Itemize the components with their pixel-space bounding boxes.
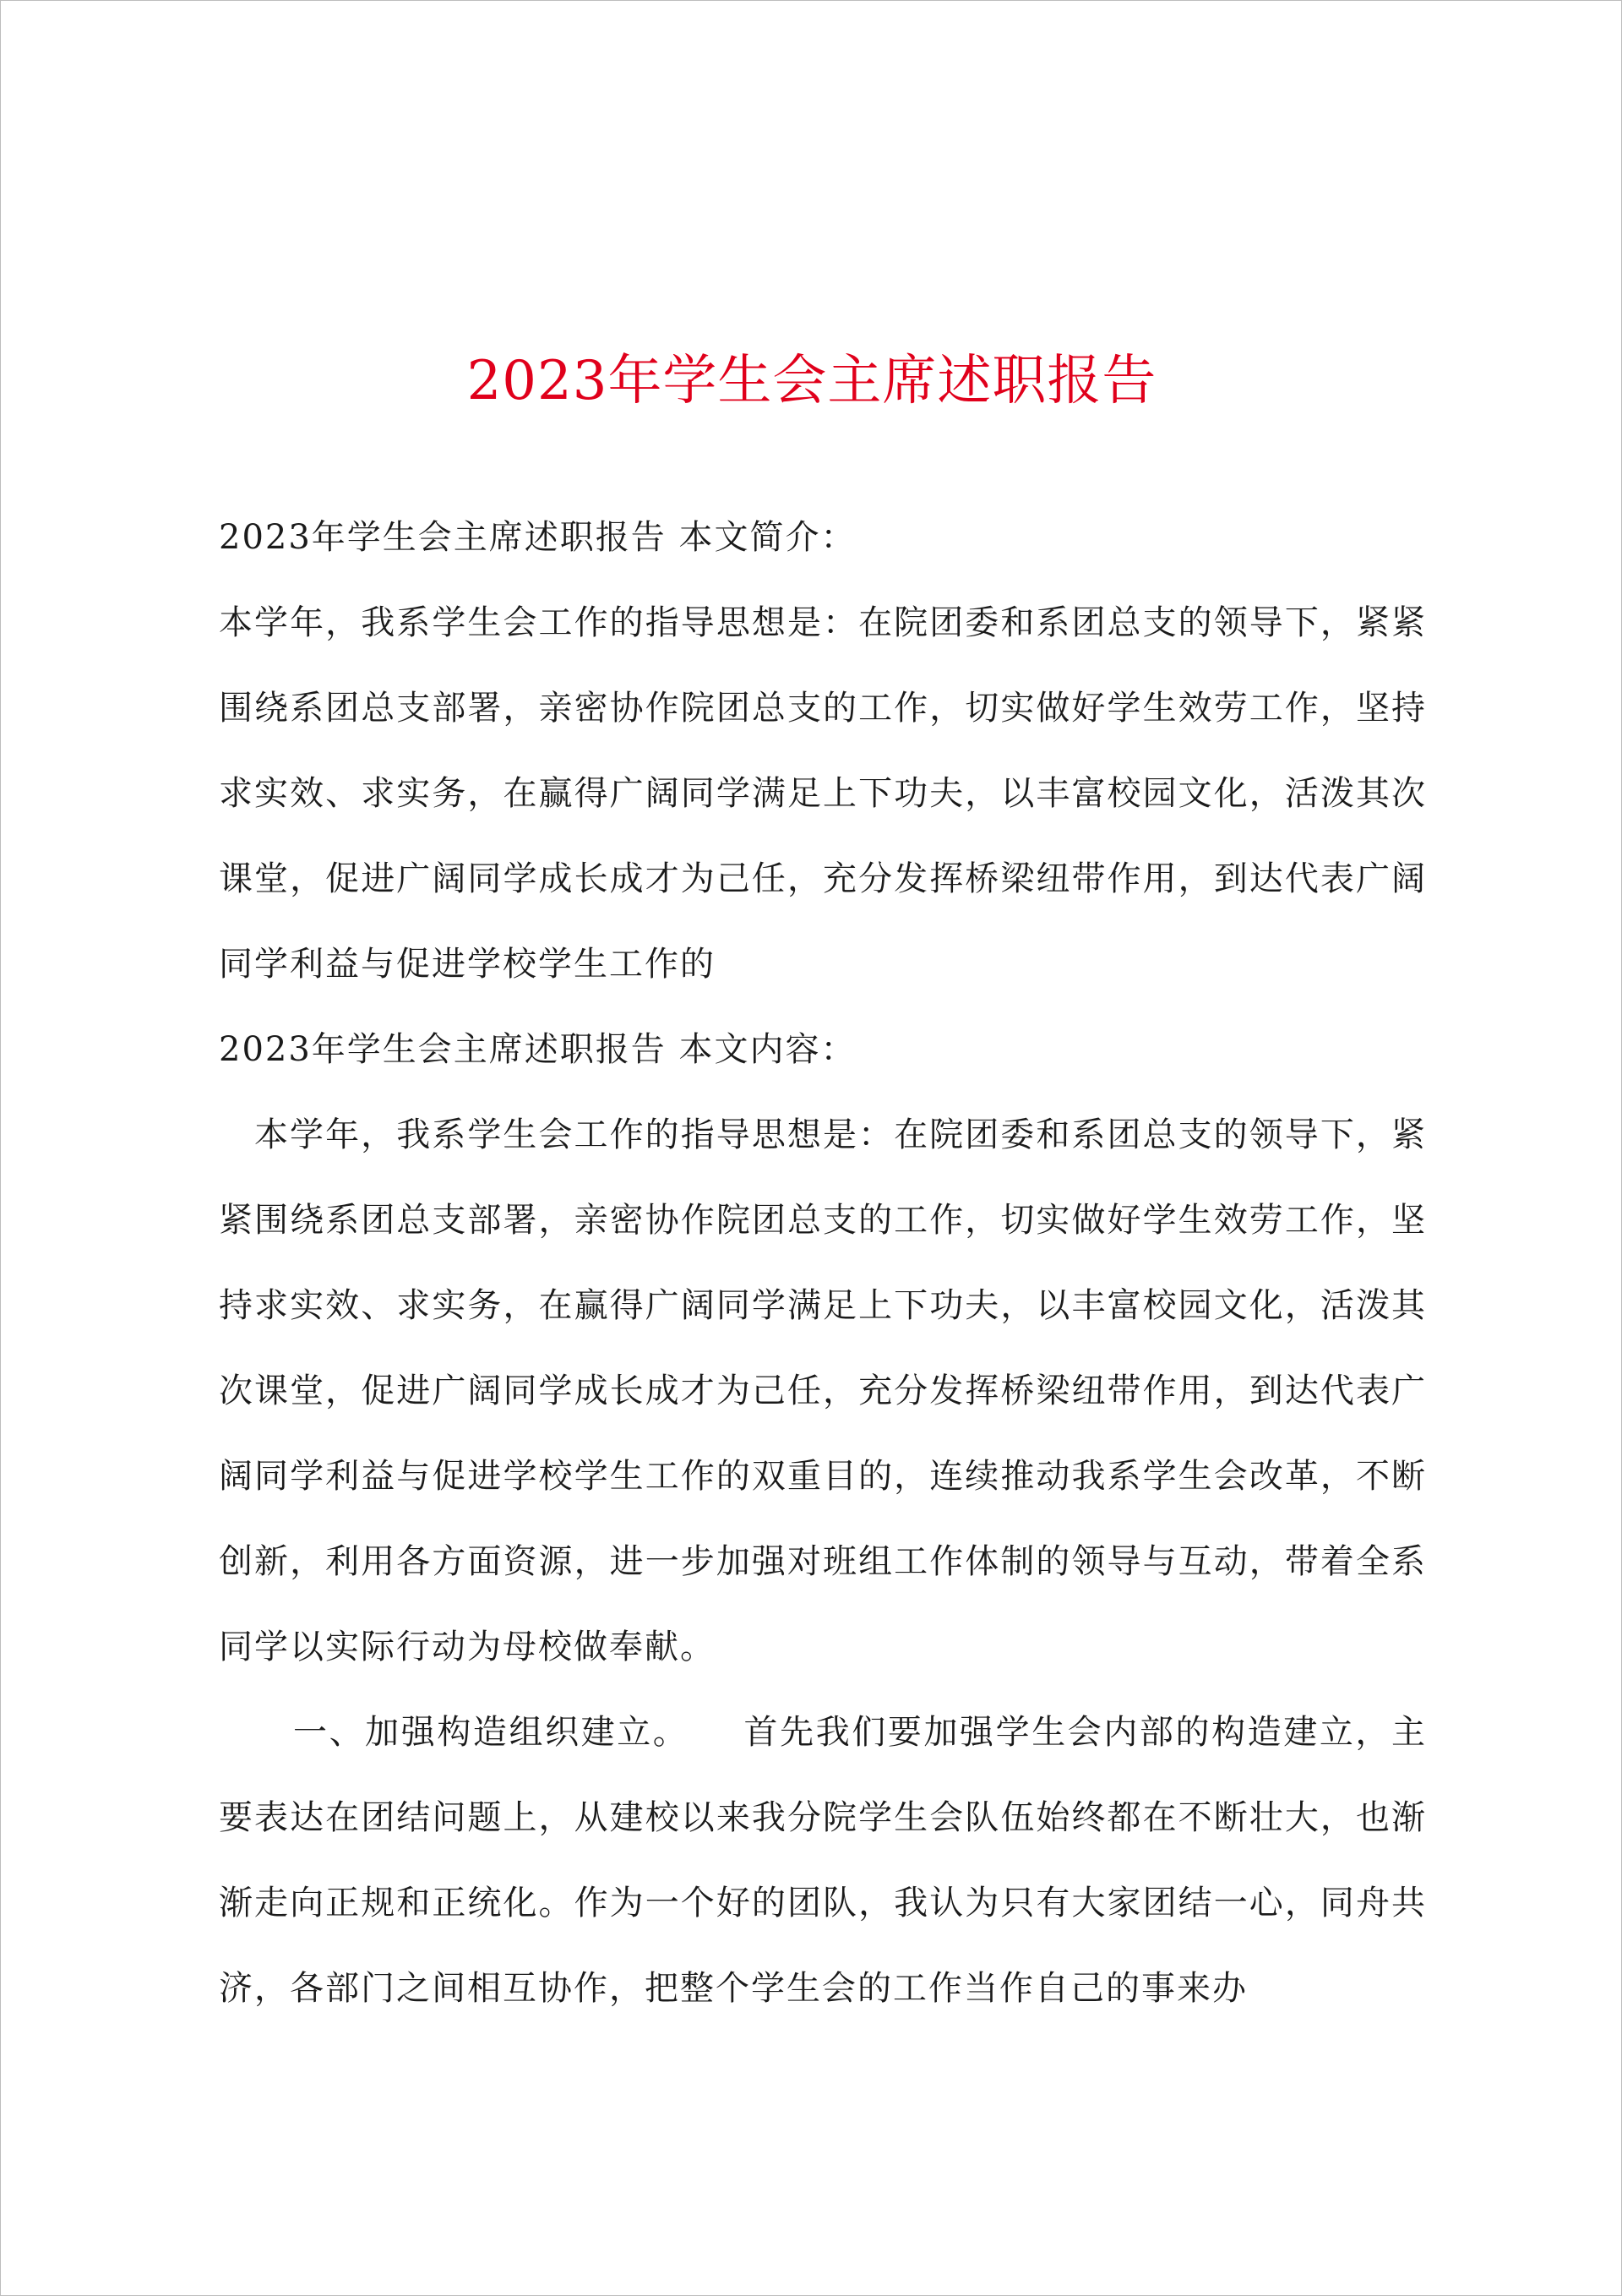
section-paragraph: 一、加强构造组织建立。 首先我们要加强学生会内部的构造建立，主要表达在团结问题上，从建校以来我分院学生会队伍始终都在不断壮大，也渐渐走向正规和正统化。作为一个好的团队，我认为只有大家团结一心，同舟共济，各部门之间相互协作，把整个学生会的工作当作自己的事来办 [219, 1713, 1427, 2008]
intro-paragraph: 本学年，我系学生会工作的指导思想是：在院团委和系团总支的领导下，紧紧围绕系团总支部署，亲密协作院团总支的工作，切实做好学生效劳工作，坚持求实效、求实务，在赢得广阔同学满足上下功夫，以丰富校园文化，活泼其次课堂，促进广阔同学成长成才为己任，充分发挥桥梁纽带作用，到达代表广阔同学利益与促进学校学生工作的 [219, 603, 1427, 984]
content-heading: 2023年学生会主席述职报告 本文内容： [219, 1030, 857, 1069]
document-body [219, 495, 1427, 2031]
document-title: 2023年学生会主席述职报告 [466, 350, 1157, 412]
content-paragraph: 本学年，我系学生会工作的指导思想是：在院团委和系团总支的领导下，紧紧围绕系团总支部署，亲密协作院团总支的工作，切实做好学生效劳工作，坚持求实效、求实务，在赢得广阔同学满足上下功夫，以丰富校园文化，活泼其次课堂，促进广阔同学成长成才为己任，充分发挥桥梁纽带作用，到达代表广阔同学利益与促进学校学生工作的双重目的，连续推动我系学生会改革，不断创新，利用各方面资源，进一步加强对班组工作体制的领导与互动，带着全系同学以实际行动为母校做奉献。 [219, 1115, 1427, 1666]
intro-heading: 2023年学生会主席述职报告 本文简介： [219, 518, 857, 557]
